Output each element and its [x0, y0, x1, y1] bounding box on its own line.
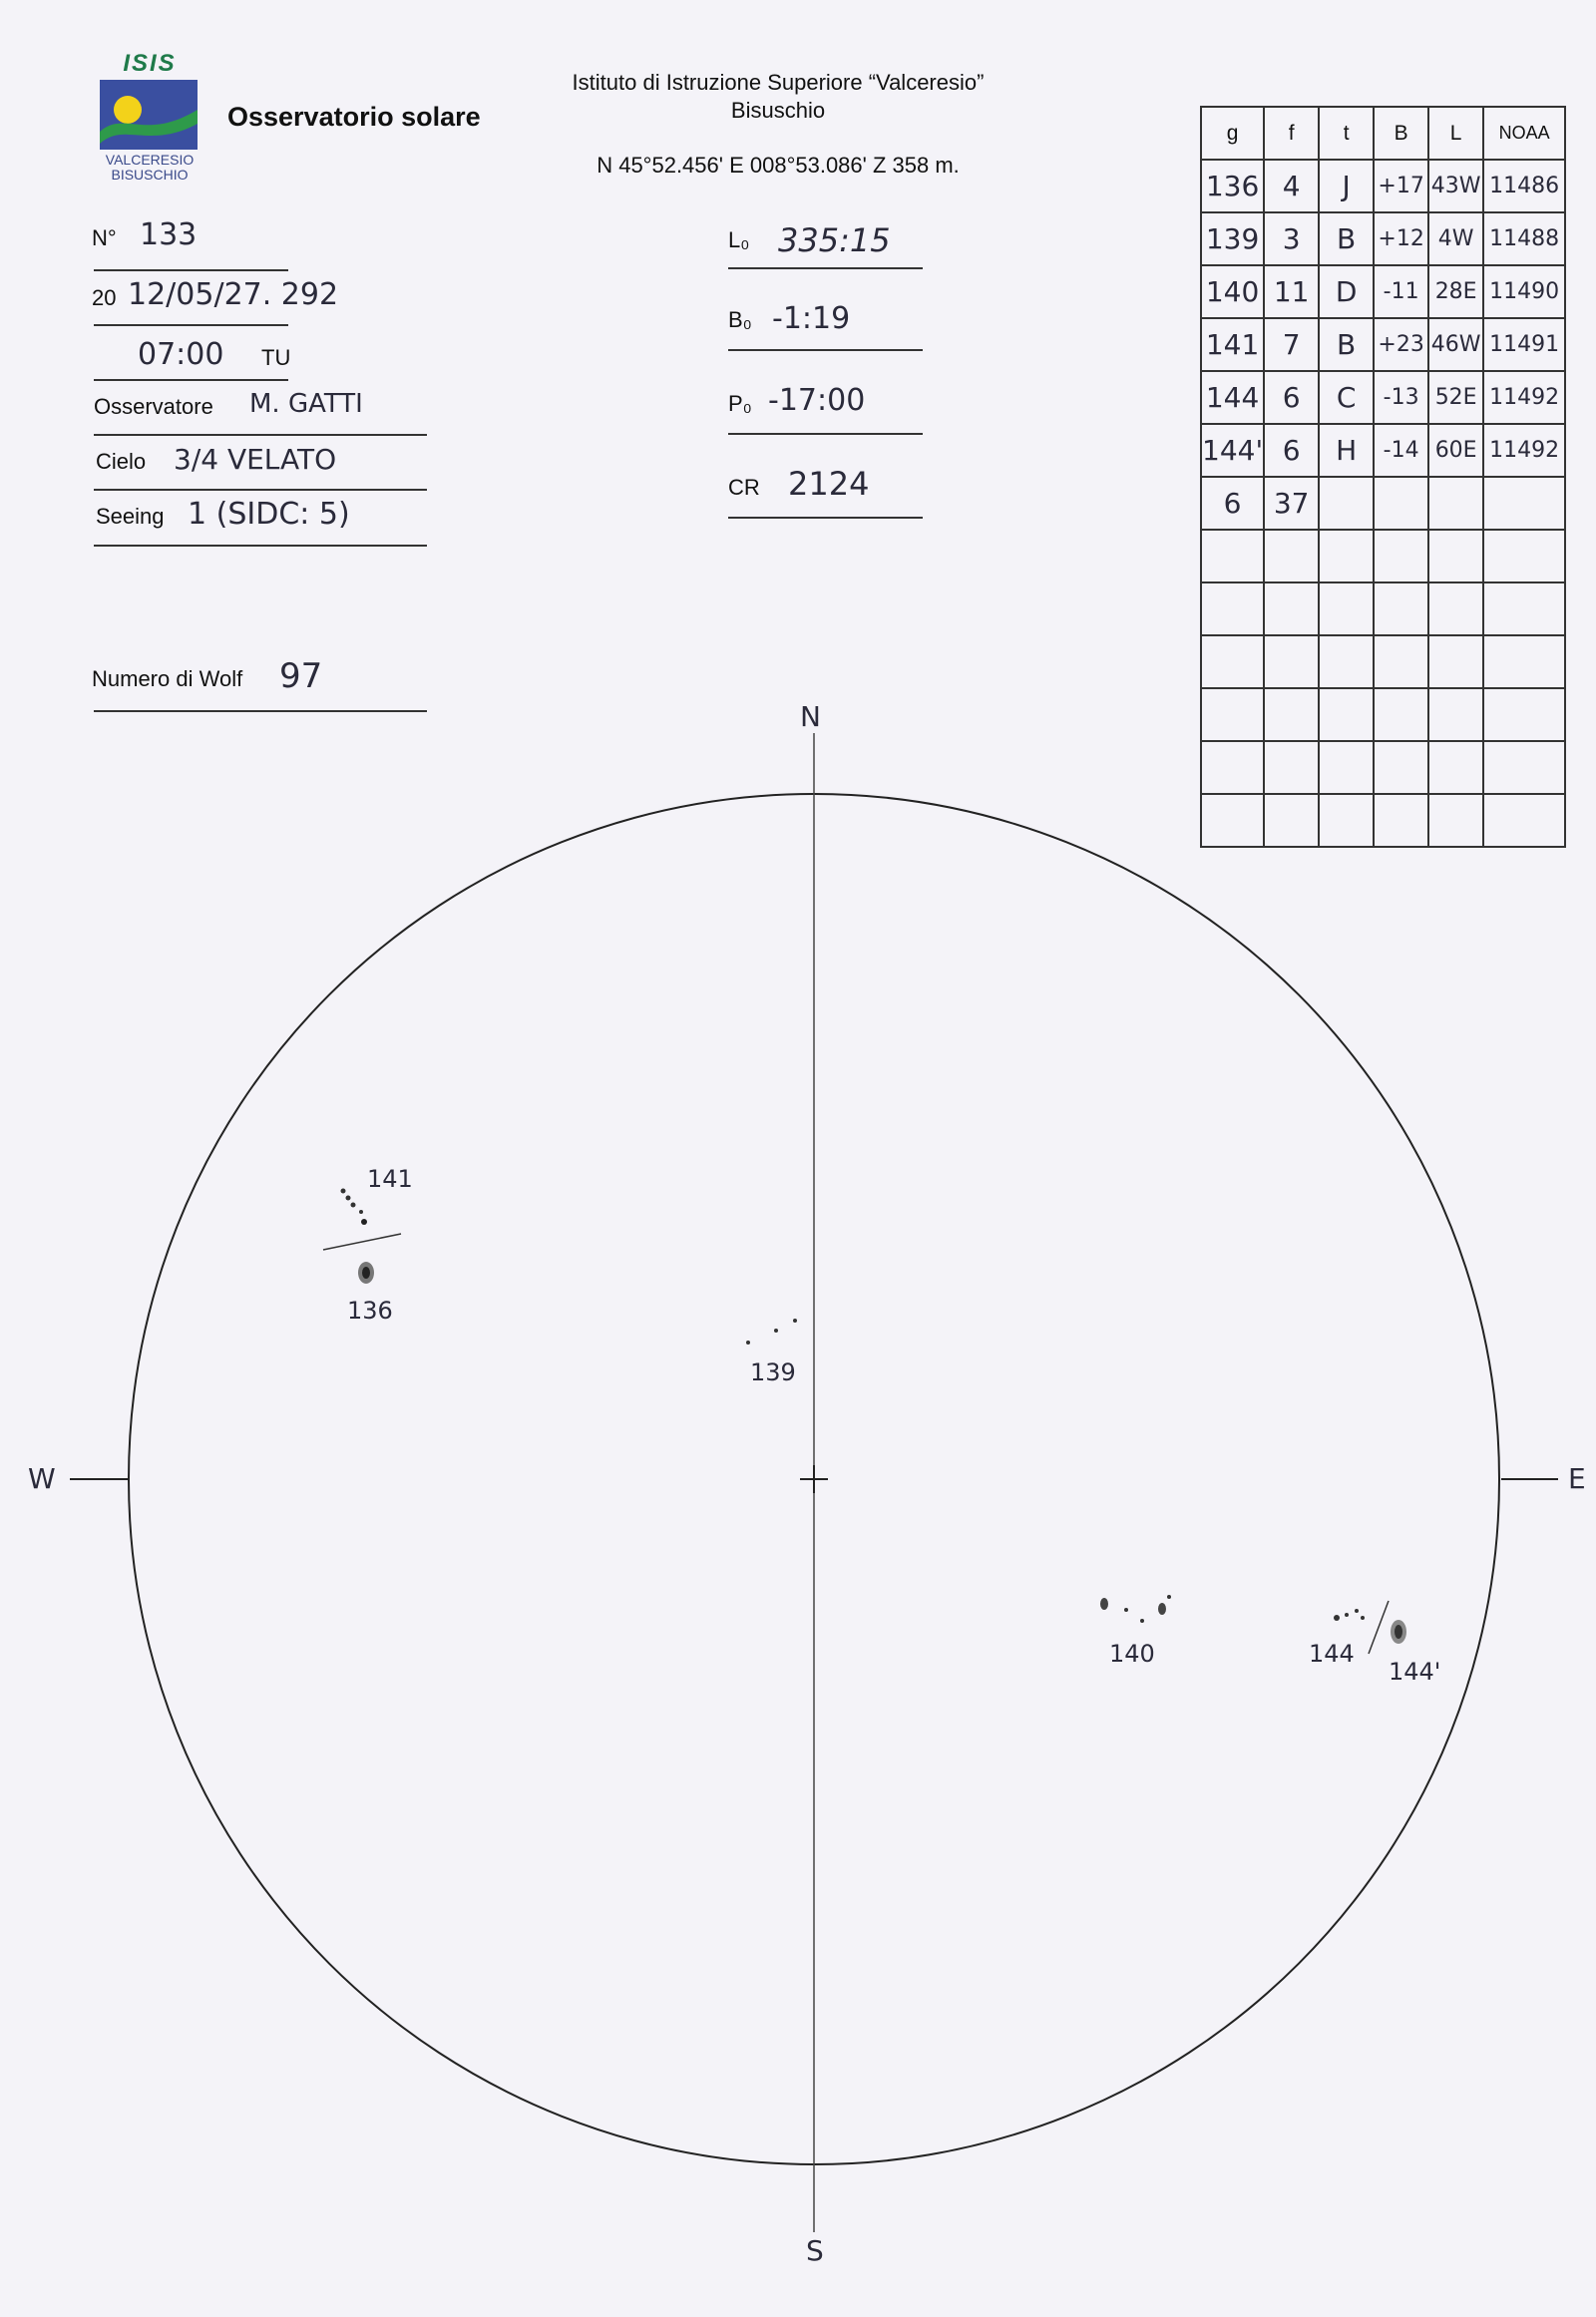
col-header-f: f: [1264, 107, 1319, 160]
cell-l: 43W: [1428, 160, 1483, 212]
group-label-140: 140: [1109, 1640, 1155, 1668]
cell-g: 139: [1201, 212, 1264, 265]
group-label-144: 144: [1309, 1640, 1355, 1668]
cell-g: 6: [1201, 477, 1264, 530]
cell-f: 6: [1264, 371, 1319, 424]
group-divider-144: [1369, 1601, 1389, 1654]
l0-label: L₀: [728, 227, 750, 252]
b0-value: -1:19: [772, 301, 851, 336]
cell-l: 4W: [1428, 212, 1483, 265]
cell-l: 52E: [1428, 371, 1483, 424]
observatory-coordinates: N 45°52.456' E 008°53.086' Z 358 m.: [597, 153, 960, 178]
cell-t: B: [1319, 318, 1374, 371]
cell-t: H: [1319, 424, 1374, 477]
col-header-b: B: [1374, 107, 1428, 160]
wolf-label: Numero di Wolf: [92, 666, 243, 691]
cell-f: 3: [1264, 212, 1319, 265]
cell-t: D: [1319, 265, 1374, 318]
group-label-144-prime: 144': [1389, 1658, 1441, 1686]
p0-value: -17:00: [768, 383, 866, 418]
date-prefix: 20: [92, 285, 117, 310]
cell-g: 136: [1201, 160, 1264, 212]
sunspot-group-141: [341, 1189, 368, 1226]
p0-label: P₀: [728, 391, 752, 416]
cell-t: J: [1319, 160, 1374, 212]
number-value: 133: [140, 217, 198, 252]
col-header-l: L: [1428, 107, 1483, 160]
cell-b: +23: [1374, 318, 1428, 371]
cell-b: -13: [1374, 371, 1428, 424]
cell-b: -11: [1374, 265, 1428, 318]
cell-noaa: 11491: [1483, 318, 1565, 371]
sunspot-group-136: [358, 1262, 374, 1284]
sunspot-group-139: [746, 1319, 797, 1345]
col-header-t: t: [1319, 107, 1374, 160]
cell-b: -14: [1374, 424, 1428, 477]
group-label-139: 139: [750, 1358, 796, 1386]
cell-g: 144: [1201, 371, 1264, 424]
seeing-label: Seeing: [96, 504, 165, 529]
cell-f: 7: [1264, 318, 1319, 371]
l0-value: 335:15: [778, 221, 891, 259]
cell-noaa: 11490: [1483, 265, 1565, 318]
sunspot-group-144: [1334, 1609, 1365, 1621]
logo-brand: ISIS: [123, 50, 177, 77]
institute-town: Bisuschio: [730, 98, 826, 123]
west-label: W: [28, 1462, 56, 1495]
seeing-value: 1 (SIDC: 5): [188, 497, 350, 532]
group-label-141: 141: [367, 1165, 413, 1193]
cell-g: 141: [1201, 318, 1264, 371]
cell-b: +12: [1374, 212, 1428, 265]
col-header-noaa: NOAA: [1483, 107, 1565, 160]
cell-t: C: [1319, 371, 1374, 424]
time-value: 07:00: [138, 337, 224, 372]
north-label: N: [800, 700, 821, 733]
sunspot-group-144-prime: [1391, 1620, 1406, 1644]
sunspot-group-140: [1100, 1595, 1171, 1623]
number-label: N°: [92, 225, 117, 250]
cell-t: B: [1319, 212, 1374, 265]
cell-l: 46W: [1428, 318, 1483, 371]
east-label: E: [1568, 1462, 1586, 1495]
cell-l: 60E: [1428, 424, 1483, 477]
cr-value: 2124: [788, 465, 870, 503]
observer-value: M. GATTI: [249, 389, 363, 419]
cell-f: 4: [1264, 160, 1319, 212]
cell-f: 37: [1264, 477, 1319, 530]
cr-label: CR: [728, 475, 760, 500]
observer-label: Osservatore: [94, 394, 213, 419]
cell-f: 6: [1264, 424, 1319, 477]
cell-l: 28E: [1428, 265, 1483, 318]
col-header-g: g: [1201, 107, 1264, 160]
group-divider-141-136: [323, 1234, 401, 1250]
wolf-value: 97: [279, 656, 323, 696]
date-value: 12/05/27. 292: [128, 277, 339, 312]
cell-g: 140: [1201, 265, 1264, 318]
cell-noaa: 11492: [1483, 424, 1565, 477]
cell-g: 144': [1201, 424, 1264, 477]
cell-noaa: 11492: [1483, 371, 1565, 424]
cell-f: 11: [1264, 265, 1319, 318]
logo-caption-2: BISUSCHIO: [111, 167, 189, 183]
observatory-title: Osservatorio solare: [227, 102, 481, 132]
cell-noaa: 11488: [1483, 212, 1565, 265]
b0-label: B₀: [728, 307, 752, 332]
cell-b: +17: [1374, 160, 1428, 212]
cell-noaa: 11486: [1483, 160, 1565, 212]
sky-label: Cielo: [96, 449, 147, 474]
south-label: S: [806, 2234, 824, 2267]
institute-name: Istituto di Istruzione Superiore “Valceresio”: [572, 70, 985, 95]
logo-caption-1: VALCERESIO: [105, 152, 195, 168]
time-unit: TU: [261, 345, 291, 370]
sky-value: 3/4 VELATO: [174, 443, 337, 476]
group-label-136: 136: [347, 1297, 393, 1325]
